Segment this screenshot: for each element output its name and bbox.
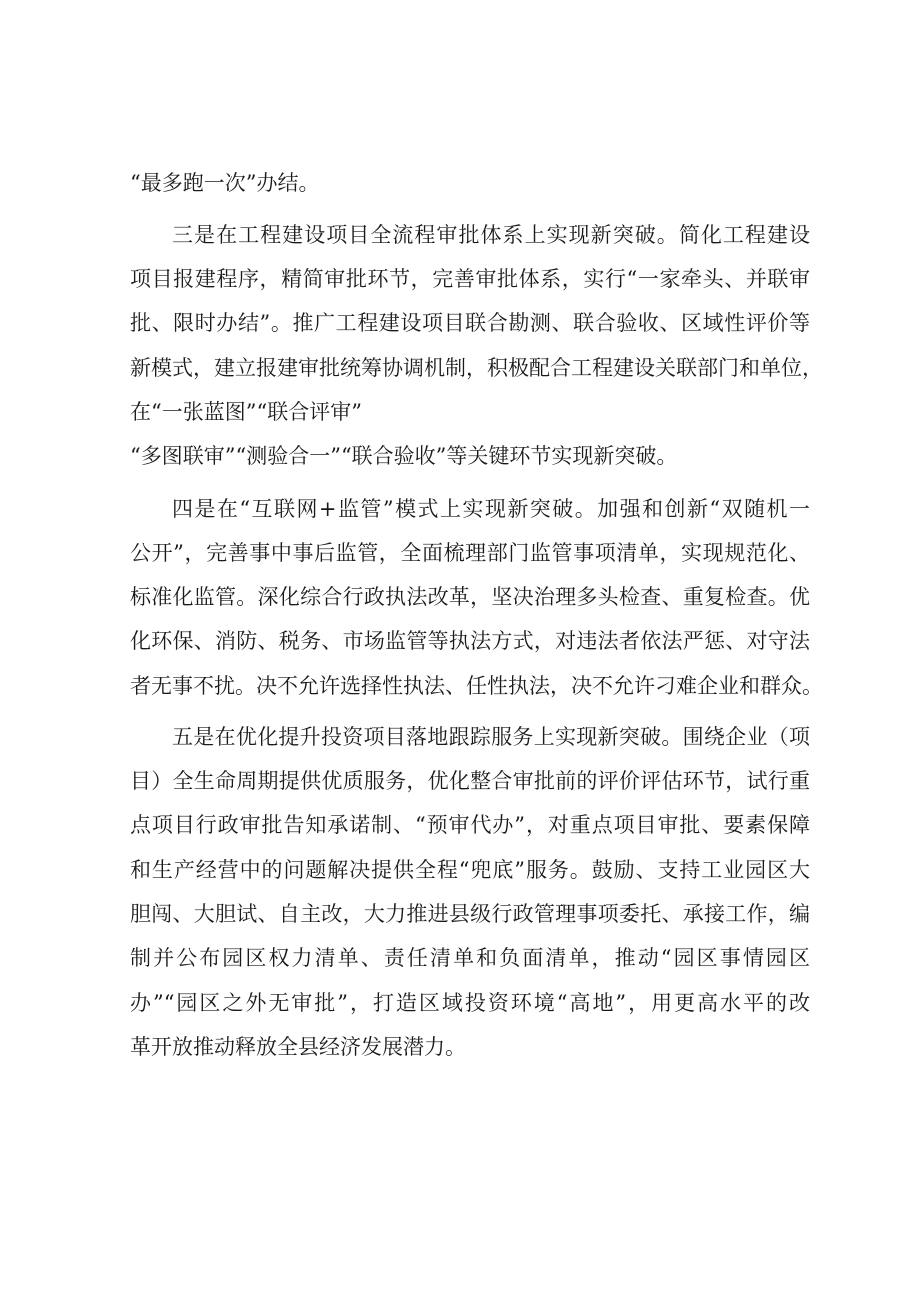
text-line: 胆闯、大胆试、自主改，大力推进县级行政管理事项委托、承接工作，编 [130, 902, 810, 926]
text-line: 革开放推动释放全县经济发展潜力。 [130, 1035, 466, 1059]
text-line: 三是在工程建设项目全流程审批体系上实现新突破。简化工程建设 [172, 223, 810, 247]
text-line: 和生产经营中的问题解决提供全程“兜底”服务。鼓励、支持工业园区大 [130, 858, 810, 882]
text-line: 在“一张蓝图”“联合评审” [130, 400, 362, 424]
text-line: 点项目行政审批告知承诺制、“预审代办”，对重点项目审批、要素保障 [130, 813, 810, 837]
text-line: “最多跑一次”办结。 [130, 171, 320, 195]
text-line: 项目报建程序，精简审批环节，完善审批体系，实行“一家牵头、并联审 [130, 267, 810, 291]
text-line: 五是在优化提升投资项目落地跟踪服务上实现新突破。围绕企业（项 [172, 725, 810, 749]
text-line: 办”“园区之外无审批”，打造区域投资环境“高地”，用更高水平的改 [130, 991, 810, 1015]
text-line: 者无事不扰。决不允许选择性执法、任性执法，决不允许刁难企业和群众。 [130, 674, 823, 698]
text-line: “多图联审”“测验合一”“联合验收”等关键环节实现新突破。 [130, 444, 678, 468]
text-line: 四是在“互联网+监管”模式上实现新突破。加强和创新“双随机一 [172, 497, 810, 521]
text-line: 化环保、消防、税务、市场监管等执法方式，对违法者依法严惩、对守法 [130, 629, 810, 653]
text-line: 标准化监管。深化综合行政执法改革，坚决治理多头检查、重复检查。优 [130, 585, 810, 609]
text-line: 新模式，建立报建审批统筹协调机制，积极配合工程建设关联部门和单位， [130, 356, 823, 380]
text-line: 批、限时办结”。推广工程建设项目联合勘测、联合验收、区域性评价等 [130, 311, 810, 335]
text-line: 制并公布园区权力清单、责任清单和负面清单，推动“园区事情园区 [130, 946, 810, 970]
text-line: 目）全生命周期提供优质服务，优化整合审批前的评价评估环节，试行重 [130, 769, 810, 793]
text-line: 公开”，完善事中事后监管，全面梳理部门监管事项清单，实现规范化、 [130, 541, 810, 565]
